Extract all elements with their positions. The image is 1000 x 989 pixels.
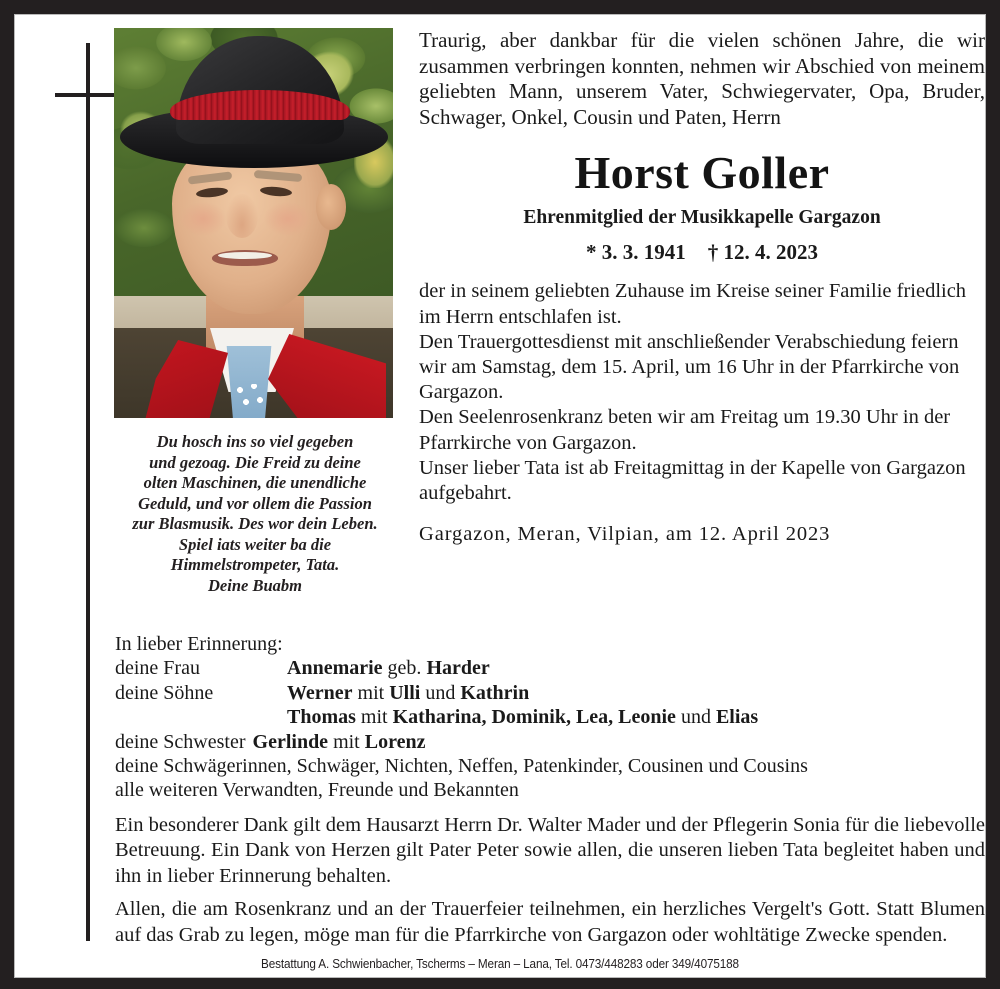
thanks-paragraph: Ein besonderer Dank gilt dem Hausarzt Herrn Dr. Walter Mader und der Pflegerin Sonia für die liebevolle Betreuung. Ein Dank von Herzen gilt Pater Peter sowie allen, die unseren lieben Tata begleitet haben und ihn in lieber Erinnerung behalten. — [115, 814, 985, 887]
funeral-details — [419, 279, 985, 506]
family-row — [115, 705, 985, 729]
portrait-photo — [114, 28, 393, 418]
photo-cheek — [264, 202, 312, 236]
honorary-membership-line: Ehrenmitglied der Musikkapelle Gargazon — [523, 207, 881, 229]
body-paragraph: Den Seelenrosenkranz beten wir am Freitag um 19.30 Uhr in der Pfarrkirche von Gargazon. — [419, 406, 951, 454]
family-relation: deine Frau — [115, 657, 200, 680]
body-paragraph: Unser lieber Tata ist ab Freitagmittag in der Kapelle von Gargazon aufgebahrt. — [419, 456, 966, 504]
family-names: Annemarie geb. Harder — [287, 657, 490, 680]
life-dates — [419, 239, 985, 265]
family-row-sister — [115, 730, 985, 754]
family-names: Gerlinde mit Lorenz — [252, 730, 426, 753]
verse-line: Deine Buabm — [208, 575, 302, 595]
family-names: Werner mit Ulli und Kathrin — [287, 681, 530, 704]
family-heading: In lieber Erinnerung: — [115, 633, 283, 655]
verse-line: Geduld, und vor ollem die Passion — [138, 493, 372, 513]
deceased-name: Horst Goller — [574, 147, 830, 199]
verse-line: und gezoag. Die Freid zu deine — [149, 452, 361, 472]
family-extended-line: alle weiteren Verwandten, Freunde und Bekannten — [115, 779, 519, 802]
verse-line: Himmelstrompeter, Tata. — [170, 555, 340, 574]
notice-main-column — [419, 28, 985, 547]
notice-inner-frame — [14, 14, 986, 978]
family-extended-line: deine Schwägerinnen, Schwäger, Nichten, Neffen, Patenkinder, Cousinen und Cousins — [115, 755, 808, 778]
family-relation: deine Schwester — [115, 730, 246, 753]
thanks-paragraph: Allen, die am Rosenkranz und an der Trauerfeier teilnehmen, ein herzliches Vergelt's Gott. Statt Blumen auf das Grab zu legen, möge man für die Pfarrkirche von Gargazon oder wohltätige Zwecke spenden. — [115, 898, 985, 946]
verse-line: Spiel iats weiter ba die — [178, 534, 332, 554]
funeral-home-footer: Bestattung A. Schwienbacher, Tscherms – Meran – Lana, Tel. 0473/448283 oder 349/4075188 — [261, 957, 739, 971]
memorial-verse — [111, 432, 399, 596]
photo-cheek — [180, 202, 226, 236]
family-relation: deine Söhne — [115, 681, 214, 704]
photo-smile — [212, 250, 278, 266]
intro-paragraph: Traurig, aber dankbar für die vielen schönen Jahre, die wir zusammen verbringen konnten, nehmen wir Abschied von meinem geliebten Mann, unserem Vater, Schwiegervater, Opa, Bruder, Schwager, Onkel, Cousin und Paten, Herrn — [419, 28, 985, 129]
cross-vertical-bar — [86, 43, 90, 941]
verse-line: Du hosch ins so viel gegeben — [156, 432, 354, 451]
photo-ear — [316, 184, 346, 230]
photo-nose — [226, 194, 258, 238]
death-date: † 12. 4. 2023 — [707, 240, 818, 265]
body-paragraph: der in seinem geliebten Zuhause im Kreise seiner Familie friedlich im Herrn entschlafen ist. — [419, 280, 967, 328]
verse-line: olten Maschinen, die unendliche — [143, 473, 367, 492]
family-row — [115, 681, 985, 705]
body-paragraph: Den Trauergottesdienst mit anschließender Verabschiedung feiern wir am Samstag, dem 15. April, um 16 Uhr in der Pfarrkirche von Gargazon. — [419, 330, 960, 404]
thanks-section — [115, 813, 985, 948]
family-row — [115, 656, 985, 680]
place-and-date: Gargazon, Meran, Vilpian, am 12. April 2023 — [419, 523, 831, 546]
birth-date: * 3. 3. 1941 — [586, 240, 686, 265]
family-list — [115, 632, 985, 803]
verse-line: zur Blasmusik. Des wor dein Leben. — [132, 514, 378, 533]
family-names: Thomas mit Katharina, Dominik, Lea, Leonie und Elias — [287, 706, 759, 729]
